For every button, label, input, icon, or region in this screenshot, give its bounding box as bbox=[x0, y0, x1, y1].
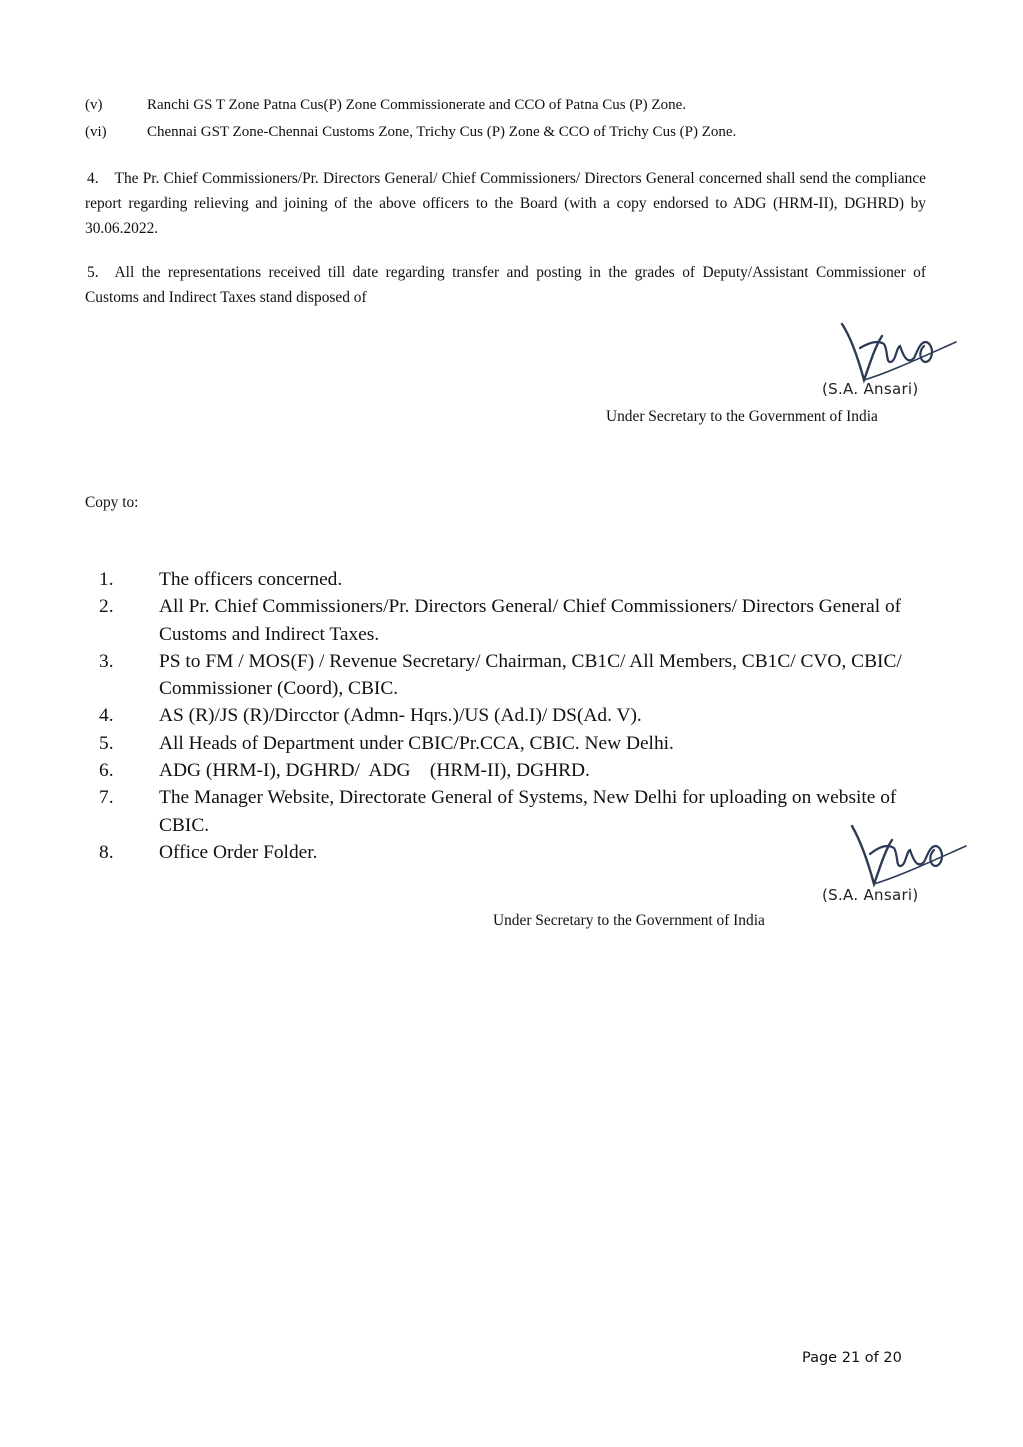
list-item-number: 1. bbox=[99, 569, 114, 590]
list-item bbox=[99, 593, 939, 648]
signature-block bbox=[800, 318, 940, 406]
list-item bbox=[99, 757, 939, 784]
handwritten-signature bbox=[830, 318, 960, 388]
list-item bbox=[99, 702, 939, 729]
zone-item bbox=[85, 123, 925, 141]
signature-block bbox=[812, 820, 952, 912]
list-item-text: The Manager Website, Directorate General of Systems, New Delhi for uploading on website of CBIC. bbox=[159, 787, 897, 836]
list-item-number: 8. bbox=[99, 841, 114, 863]
list-item-text: AS (R)/JS (R)/Dircctor (Admn- Hqrs.)/US (Ad.I)/ DS(Ad. V). bbox=[159, 705, 642, 727]
list-item-text: ADG (HRM-I), DGHRD/ ADG (HRM-II), DGHRD. bbox=[159, 760, 590, 782]
list-item-text: Office Order Folder. bbox=[159, 841, 318, 863]
list-item-text: The officers concerned. bbox=[159, 569, 343, 590]
list-item-text: All Heads of Department under CBIC/Pr.CCA, CBIC. New Delhi. bbox=[159, 732, 674, 754]
signatory-designation: Under Secretary to the Government of India bbox=[493, 912, 765, 929]
copy-to-heading: Copy to: bbox=[85, 494, 139, 511]
handwritten-signature bbox=[842, 820, 972, 892]
list-item bbox=[99, 566, 939, 593]
list-item-number: 7. bbox=[99, 787, 114, 809]
zone-item-number: (vi) bbox=[85, 124, 107, 140]
paragraph-text: The Pr. Chief Commissioners/Pr. Directors General/ Chief Commissioners/ Directors General concerned shall send the compliance report regarding relieving and joining of the above officers to the Board (with a copy endorsed to ADG (HRM-II), DGHRD) by 30.06.2022. bbox=[85, 170, 926, 237]
zone-item bbox=[85, 96, 925, 114]
list-item-number: 4. bbox=[99, 705, 114, 727]
zone-item-text: Chennai GST Zone-Chennai Customs Zone, Trichy Cus (P) Zone & CCO of Trichy Cus (P) Zone. bbox=[147, 124, 737, 140]
list-item-text: PS to FM / MOS(F) / Revenue Secretary/ Chairman, CB1C/ All Members, CB1C/ CVO, CBIC/ Commissioner (Coord), CBIC. bbox=[159, 650, 902, 700]
paragraph-4 bbox=[85, 166, 926, 241]
list-item-number: 6. bbox=[99, 760, 114, 782]
signatory-designation: Under Secretary to the Government of India bbox=[606, 408, 878, 425]
signatory-name: (S.A. Ansari) bbox=[822, 380, 919, 398]
list-item-number: 3. bbox=[99, 650, 114, 672]
signatory-name: (S.A. Ansari) bbox=[822, 886, 919, 904]
zone-item-number: (v) bbox=[85, 97, 103, 113]
paragraph-number: 4. bbox=[87, 170, 99, 187]
paragraph-text: All the representations received till date regarding transfer and posting in the grades of Deputy/Assistant Commissioner of Customs and Indirect Taxes stand disposed of bbox=[85, 264, 926, 306]
zone-item-text: Ranchi GS T Zone Patna Cus(P) Zone Commissionerate and CCO of Patna Cus (P) Zone. bbox=[147, 97, 686, 113]
list-item-number: 2. bbox=[99, 596, 114, 618]
page-number: Page 21 of 20 bbox=[802, 1350, 902, 1366]
paragraph-5 bbox=[85, 260, 926, 310]
paragraph-number: 5. bbox=[87, 264, 99, 281]
list-item-text: All Pr. Chief Commissioners/Pr. Directors General/ Chief Commissioners/ Directors General of Customs and Indirect Taxes. bbox=[159, 596, 902, 645]
list-item bbox=[99, 648, 939, 703]
list-item bbox=[99, 730, 939, 757]
list-item-number: 5. bbox=[99, 732, 114, 754]
